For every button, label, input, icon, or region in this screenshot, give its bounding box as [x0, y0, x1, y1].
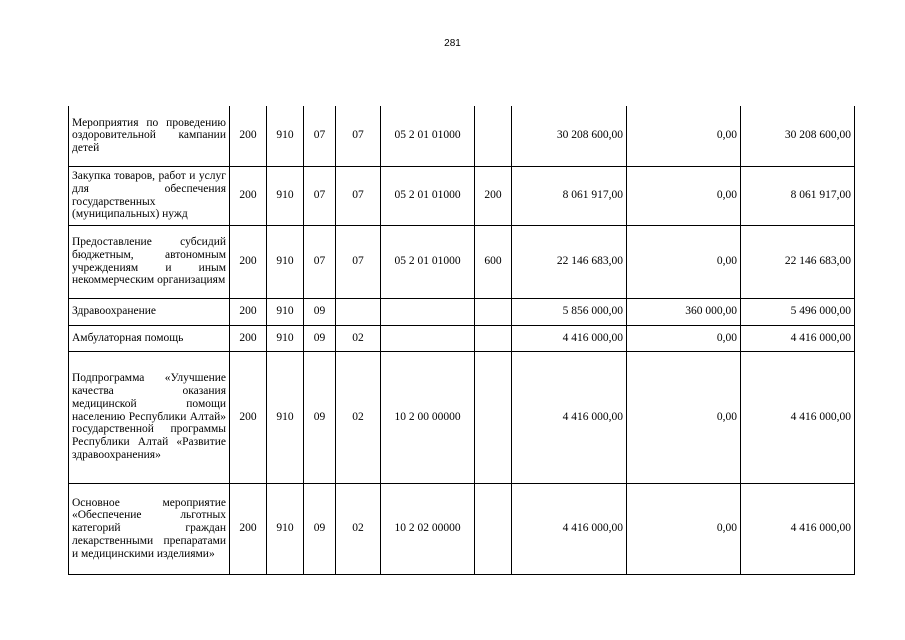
cell-glava: 910 — [267, 298, 304, 325]
cell-glava: 910 — [267, 225, 304, 298]
cell-sum-total: 4 416 000,00 — [512, 325, 627, 351]
table-row — [69, 106, 855, 166]
cell-sum-total: 4 416 000,00 — [512, 351, 627, 483]
cell-sum-change: 0,00 — [627, 166, 741, 225]
cell-vr — [475, 106, 512, 166]
row-name: Мероприятия по проведению оздоровительной кампании детей — [69, 106, 230, 166]
cell-sum-change: 0,00 — [627, 325, 741, 351]
cell-sum-change: 0,00 — [627, 225, 741, 298]
cell-sum-total: 22 146 683,00 — [512, 225, 627, 298]
table-row — [69, 351, 855, 483]
cell-sum-change: 0,00 — [627, 351, 741, 483]
table-row — [69, 325, 855, 351]
row-name: Подпрограмма «Улучшение качества оказания медицинской помощи населению Республики Алтай» государственной программы Республики Алтай «Развитие здравоохранения» — [69, 351, 230, 483]
cell-pr: 02 — [336, 325, 381, 351]
table-row — [69, 225, 855, 298]
cell-csr — [381, 325, 475, 351]
cell-pr: 07 — [336, 166, 381, 225]
cell-csr: 10 2 02 00000 — [381, 483, 475, 574]
cell-rz: 09 — [304, 483, 336, 574]
cell-sum-total: 8 061 917,00 — [512, 166, 627, 225]
cell-sum-change: 0,00 — [627, 106, 741, 166]
cell-ved: 200 — [230, 106, 267, 166]
budget-table — [68, 106, 855, 575]
cell-ved: 200 — [230, 351, 267, 483]
cell-vr — [475, 351, 512, 483]
cell-glava: 910 — [267, 483, 304, 574]
row-name: Амбулаторная помощь — [69, 325, 230, 351]
page-number: 281 — [444, 38, 461, 49]
table-row — [69, 298, 855, 325]
cell-sum-change: 0,00 — [627, 483, 741, 574]
cell-vr: 600 — [475, 225, 512, 298]
cell-vr — [475, 325, 512, 351]
cell-rz: 09 — [304, 351, 336, 483]
cell-sum-result: 5 496 000,00 — [741, 298, 855, 325]
row-name: Закупка товаров, работ и услуг для обеспечения государственных (муниципальных) нужд — [69, 166, 230, 225]
cell-rz: 07 — [304, 166, 336, 225]
cell-glava: 910 — [267, 325, 304, 351]
cell-sum-total: 30 208 600,00 — [512, 106, 627, 166]
cell-pr: 02 — [336, 351, 381, 483]
cell-pr — [336, 298, 381, 325]
cell-sum-total: 5 856 000,00 — [512, 298, 627, 325]
cell-csr: 05 2 01 01000 — [381, 166, 475, 225]
cell-csr: 10 2 00 00000 — [381, 351, 475, 483]
cell-sum-result: 30 208 600,00 — [741, 106, 855, 166]
cell-vr — [475, 298, 512, 325]
table-row — [69, 166, 855, 225]
cell-sum-result: 4 416 000,00 — [741, 483, 855, 574]
cell-ved: 200 — [230, 225, 267, 298]
cell-csr: 05 2 01 01000 — [381, 106, 475, 166]
cell-pr: 07 — [336, 106, 381, 166]
row-name: Основное мероприятие «Обеспечение льготных категорий граждан лекарственными препаратами и медицинскими изделиями» — [69, 483, 230, 574]
cell-ved: 200 — [230, 298, 267, 325]
cell-sum-result: 4 416 000,00 — [741, 325, 855, 351]
cell-sum-change: 360 000,00 — [627, 298, 741, 325]
cell-glava: 910 — [267, 166, 304, 225]
cell-glava: 910 — [267, 351, 304, 483]
row-name: Здравоохранение — [69, 298, 230, 325]
cell-csr — [381, 298, 475, 325]
cell-pr: 07 — [336, 225, 381, 298]
cell-rz: 07 — [304, 106, 336, 166]
cell-glava: 910 — [267, 106, 304, 166]
cell-csr: 05 2 01 01000 — [381, 225, 475, 298]
row-name: Предоставление субсидий бюджетным, автономным учреждениям и иным некоммерческим организациям — [69, 225, 230, 298]
cell-sum-total: 4 416 000,00 — [512, 483, 627, 574]
cell-pr: 02 — [336, 483, 381, 574]
cell-sum-result: 22 146 683,00 — [741, 225, 855, 298]
cell-vr: 200 — [475, 166, 512, 225]
cell-rz: 07 — [304, 225, 336, 298]
cell-sum-result: 4 416 000,00 — [741, 351, 855, 483]
cell-vr — [475, 483, 512, 574]
cell-sum-result: 8 061 917,00 — [741, 166, 855, 225]
table-row — [69, 483, 855, 574]
cell-rz: 09 — [304, 325, 336, 351]
cell-ved: 200 — [230, 483, 267, 574]
cell-ved: 200 — [230, 325, 267, 351]
cell-rz: 09 — [304, 298, 336, 325]
cell-ved: 200 — [230, 166, 267, 225]
